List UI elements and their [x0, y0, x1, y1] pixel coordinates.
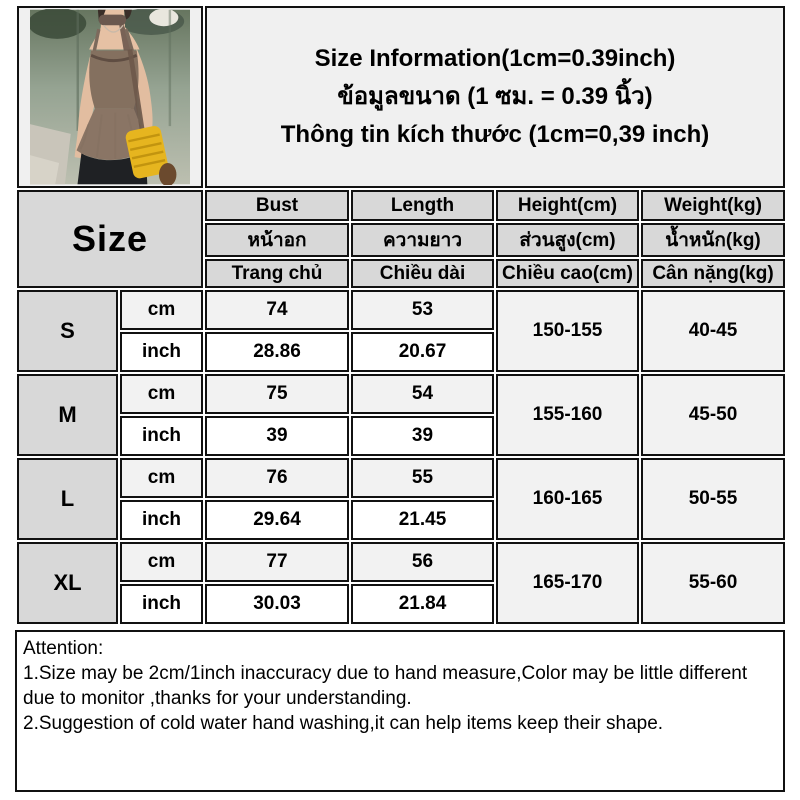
size-info-title-cell	[205, 6, 785, 188]
row-l-bust-cm: 76	[205, 458, 349, 498]
row-xl-unit-cm: cm	[120, 542, 203, 582]
size-header-label: Size	[71, 218, 149, 259]
row-m-height: 155-160	[496, 374, 639, 456]
row-l-bust-inch: 29.64	[205, 500, 349, 540]
row-l-unit-inch: inch	[120, 500, 203, 540]
attention-note-line: due to monitor ,thanks for your understanding.	[23, 688, 412, 709]
product-photo-illustration	[30, 9, 190, 185]
row-m-bust-cm: 75	[205, 374, 349, 414]
row-l-height: 160-165	[496, 458, 639, 540]
row-l-size: L	[17, 458, 118, 540]
row-xl-length-inch: 21.84	[351, 584, 494, 624]
row-m-length-cm: 54	[351, 374, 494, 414]
row-s-length-cm: 53	[351, 290, 494, 330]
row-m-unit-inch: inch	[120, 416, 203, 456]
row-s-height: 150-155	[496, 290, 639, 372]
header-weight-th: น้ำหนัก(kg)	[641, 223, 785, 257]
table-row	[17, 542, 785, 582]
row-s-length-inch: 20.67	[351, 332, 494, 372]
row-xl-bust-inch: 30.03	[205, 584, 349, 624]
row-xl-weight: 55-60	[641, 542, 785, 624]
header-bust-vi: Trang chủ	[205, 259, 349, 288]
table-row	[17, 458, 785, 498]
header-height-en: Height(cm)	[496, 190, 639, 221]
title-line-vi: Thông tin kích thước (1cm=0,39 inch)	[280, 121, 710, 148]
row-s-weight: 40-45	[641, 290, 785, 372]
row-s-size: S	[17, 290, 118, 372]
header-weight-vi: Cân nặng(kg)	[641, 259, 785, 288]
row-m-size: M	[17, 374, 118, 456]
header-bust-en: Bust	[205, 190, 349, 221]
header-height-th: ส่วนสูง(cm)	[496, 223, 639, 257]
header-length-vi: Chiều dài	[351, 259, 494, 288]
row-s-bust-cm: 74	[205, 290, 349, 330]
header-length-en: Length	[351, 190, 494, 221]
size-information-table	[15, 4, 787, 626]
row-l-weight: 50-55	[641, 458, 785, 540]
row-m-unit-cm: cm	[120, 374, 203, 414]
title-line-th: ข้อมูลขนาด (1 ซม. = 0.39 นิ้ว)	[337, 83, 653, 110]
row-s-bust-inch: 28.86	[205, 332, 349, 372]
header-length-th: ความยาว	[351, 223, 494, 257]
row-xl-unit-inch: inch	[120, 584, 203, 624]
row-m-length-inch: 39	[351, 416, 494, 456]
row-s-unit-cm: cm	[120, 290, 203, 330]
size-header-cell	[17, 190, 203, 288]
header-height-vi: Chiều cao(cm)	[496, 259, 639, 288]
row-xl-length-cm: 56	[351, 542, 494, 582]
row-m-bust-inch: 39	[205, 416, 349, 456]
row-l-length-cm: 55	[351, 458, 494, 498]
row-m-weight: 45-50	[641, 374, 785, 456]
attention-heading: Attention:	[23, 638, 104, 659]
header-bust-th: หน้าอก	[205, 223, 349, 257]
title-line-en: Size Information(1cm=0.39inch)	[314, 45, 676, 72]
product-photo	[19, 9, 201, 185]
attention-notes	[15, 630, 785, 792]
row-xl-bust-cm: 77	[205, 542, 349, 582]
row-s-unit-inch: inch	[120, 332, 203, 372]
table-row	[17, 290, 785, 330]
row-xl-height: 165-170	[496, 542, 639, 624]
header-weight-en: Weight(kg)	[641, 190, 785, 221]
attention-note-line: 1.Size may be 2cm/1inch inaccuracy due to hand measure,Color may be little different	[23, 663, 748, 684]
table-row	[17, 374, 785, 414]
row-l-length-inch: 21.45	[351, 500, 494, 540]
attention-note-line: 2.Suggestion of cold water hand washing,it can help items keep their shape.	[23, 713, 664, 734]
product-photo-cell	[17, 6, 203, 188]
row-xl-size: XL	[17, 542, 118, 624]
row-l-unit-cm: cm	[120, 458, 203, 498]
